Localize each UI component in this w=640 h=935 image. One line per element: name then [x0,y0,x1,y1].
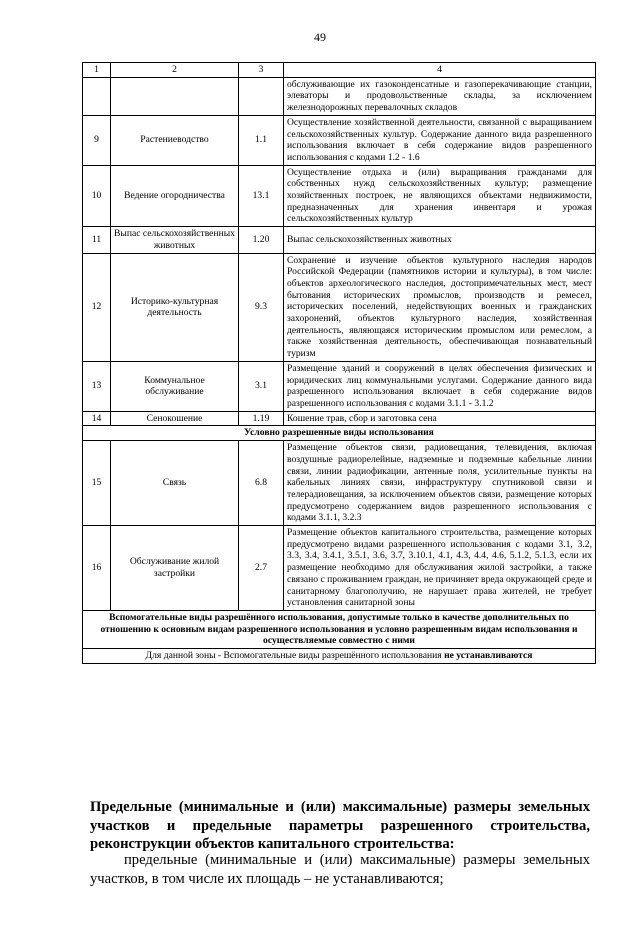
use-name: Выпас сельскохозяйственных животных [111,227,239,253]
use-description: Размещение объектов капитального строительства, размещение которых предусмотрено видами разрешенного использования с кодами 3.1, 3.2, 3.3, 3.4, 3.4.1, 3.5.1, 3.6, 3.7, 3.10.1, 4.1, 4.3, 4.4, 4.6, 5.1.2, 5.1.3, если их размещение необходимо для обслуживания жилой застройки, а также связано с проживанием граждан, не причиняет вреда окружающей среде и санитарному благополучию, не нарушает права жителей, не требует установления санитарной зоны [284,526,596,611]
row-number: 12 [83,253,111,361]
use-code: 9.3 [239,253,284,361]
section-heading: Предельные (минимальные и (или) максимальные) размеры земельных участков и предельные параметры разрешенного строительства, реконструкции объектов капитального строительства: [90,799,590,853]
final-row-emphasis: не устанавливаются [444,650,533,662]
table-row [83,411,596,426]
header-cell: 2 [111,63,239,78]
table-row [83,165,596,227]
use-name: Обслуживание жилой застройки [111,526,239,611]
use-description: Размещение зданий и сооружений в целях обеспечения физических и юридических лиц коммунальными услугами. Содержание данного вида разрешенного использования включает в себя содержание видов разрешенного использования с кодами 3.1.1 - 3.1.2 [284,361,596,411]
use-code: 1.1 [239,115,284,165]
aux-note: Вспомогательные виды разрешённого использования, допустимые только в качестве дополнительных по отношению к основным видам разрешенного использования и условно разрешенным видам использования и осуществляемые совместно с ними [83,610,596,648]
table-row [83,77,596,115]
use-code [239,77,284,115]
row-number: 14 [83,411,111,426]
use-name: Историко-культурная деятельность [111,253,239,361]
header-cell: 4 [284,63,596,78]
final-row [83,649,596,664]
table-header-row [83,63,596,78]
use-description: Сохранение и изучение объектов культурного наследия народов Российской Федерации (памятников истории и культуры), в том числе: объектов археологического наследия, достопримечательных мест, мест бытования исторических промыслов, производств и ремесел, исторических поселений, недействующих военных и гражданских захоронений, объектов культурного наследия, хозяйственная деятельность, являющаяся историческим промыслом или ремеслом, а также хозяйственная деятельность, обеспечивающая познавательный туризм [284,253,596,361]
use-code: 13.1 [239,165,284,227]
header-cell: 1 [83,63,111,78]
table-row [83,361,596,411]
row-number: 9 [83,115,111,165]
use-name [111,77,239,115]
header-cell: 3 [239,63,284,78]
aux-note-row [83,610,596,648]
use-code: 1.19 [239,411,284,426]
row-number: 10 [83,165,111,227]
table-row [83,253,596,361]
use-code: 2.7 [239,526,284,611]
body-paragraph: предельные (минимальные и (или) максимальные) размеры земельных участков, в том числе их площадь – не устанавливаются; [90,852,590,887]
section-header-row [83,426,596,441]
row-number [83,77,111,115]
page-number: 49 [314,30,326,44]
section-title: Условно разрешенные виды использования [83,426,596,441]
use-name: Связь [111,441,239,526]
use-code: 3.1 [239,361,284,411]
row-number: 11 [83,227,111,253]
use-description: Размещение объектов связи, радиовещания, телевидения, включая воздушные радиорелейные, надземные и подземные кабельные линии связи, линии радиофикации, антенные поля, усилительные пункты на кабельных линиях связи, инфраструктуру спутниковой связи и телерадиовещания, за исключением объектов связи, размещение которых предусмотрено содержанием видов разрешенного использования с кодами 3.1.1, 3.2.3 [284,441,596,526]
final-row-text: Для данной зоны - Вспомогательные виды разрешённого использования [145,650,445,662]
table-row [83,115,596,165]
table-row [83,227,596,253]
use-name: Растениеводство [111,115,239,165]
table-row [83,441,596,526]
use-code: 1.20 [239,227,284,253]
use-code: 6.8 [239,441,284,526]
table-row [83,526,596,611]
row-number: 16 [83,526,111,611]
use-name: Коммунальное обслуживание [111,361,239,411]
use-name: Ведение огородничества [111,165,239,227]
use-description: Осуществление хозяйственной деятельности, связанной с выращиванием сельскохозяйственных культур. Содержание данного вида разрешенного использования включает в себя содержание видов разрешенного использования с кодами 1.2 - 1.6 [284,115,596,165]
use-description: Кошение трав, сбор и заготовка сена [284,411,596,426]
row-number: 13 [83,361,111,411]
use-name: Сенокошение [111,411,239,426]
use-description: обслуживающие их газоконденсатные и газоперекачивающие станции, элеваторы и продовольственные склады, за исключением железнодорожных перевалочных складов [284,77,596,115]
land-use-table [82,62,596,664]
use-description: Выпас сельскохозяйственных животных [284,227,596,253]
use-description: Осуществление отдыха и (или) выращивания гражданами для собственных нужд сельскохозяйственных культур; размещение хозяйственных построек, не являющихся объектами недвижимости, предназначенных для хранения инвентаря и урожая сельскохозяйственных культур [284,165,596,227]
final-row-cell [83,649,596,664]
row-number: 15 [83,441,111,526]
